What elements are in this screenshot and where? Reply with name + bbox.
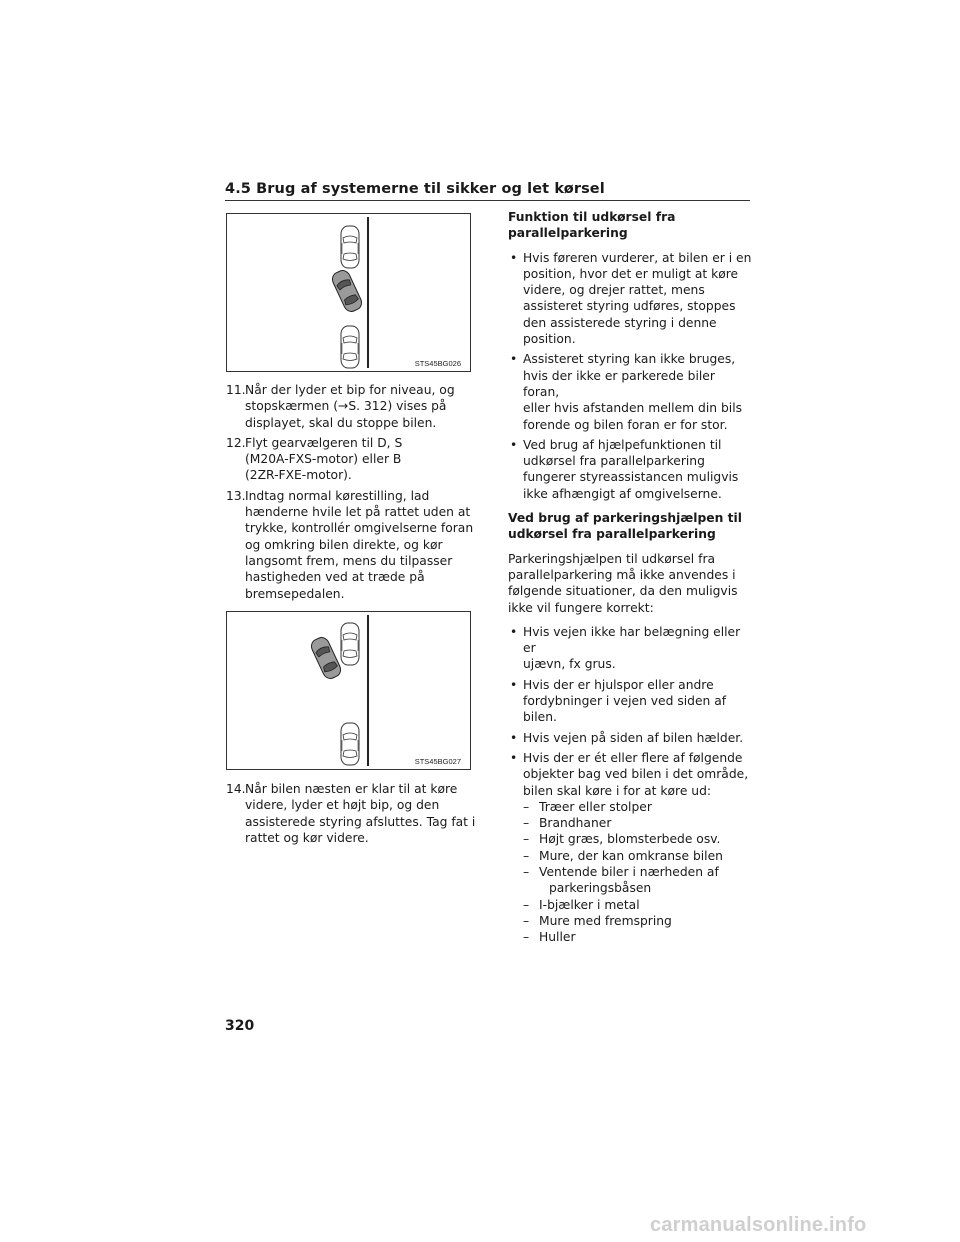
parking-diagram-2 bbox=[227, 612, 470, 769]
parking-diagram-1 bbox=[227, 214, 470, 371]
sublist-item: – Mure, der kan omkranse bilen bbox=[523, 848, 723, 863]
bullet-item: • Ved brug af hjælpefunktionen til udkørsel fra parallelparkering fungerer styreassistancen muligvis ikke afhængigt af omgivelserne. bbox=[510, 437, 739, 501]
heading-usage: Ved brug af parkeringshjælpen til udkørsel fra parallelparkering bbox=[508, 511, 742, 542]
objects-sublist bbox=[508, 799, 753, 946]
page-number: 320 bbox=[225, 1018, 255, 1034]
parked-car-rear bbox=[341, 326, 359, 368]
intro-paragraph: Parkeringshjælpen til udkørsel fra parallelparkering må ikke anvendes i følgende situationer, da den muligvis ikke vil fungere korrekt: bbox=[508, 551, 738, 615]
step-11: 11. Når der lyder et bip for niveau, og stopskærmen (→S. 312) vises på displayet, skal du stoppe bilen. bbox=[226, 383, 455, 430]
step-13: 13. Indtag normal kørestilling, lad hænderne hvile let på rattet uden at trykke, kontrollér omgivelserne foran og omkring bilen direkte, og kør langsomt frem, mens du tilpasser hastigheden ved at træde på bremsepedalen. bbox=[226, 488, 474, 601]
section-title: 4.5 Brug af systemerne til sikker og let kørsel bbox=[225, 181, 605, 197]
heading-function: Funktion til udkørsel fra parallelparkering bbox=[508, 210, 676, 241]
bullet-item: • Hvis der er ét eller flere af følgende objekter bag ved bilen i det område, bilen skal køre i for at køre ud: bbox=[510, 750, 749, 798]
figure-parking-2 bbox=[226, 611, 471, 770]
steps-list-a bbox=[226, 382, 476, 606]
right-column bbox=[508, 209, 753, 945]
own-car bbox=[309, 635, 343, 681]
step-14: 14. Når bilen næsten er klar til at køre videre, lyder et højt bip, og den assisterede styring afsluttes. Tag fat i rattet og kør videre. bbox=[226, 782, 476, 845]
section-header bbox=[225, 178, 750, 201]
bullet-item: • Hvis vejen på siden af bilen hælder. bbox=[510, 730, 744, 745]
sublist-item: – I-bjælker i metal bbox=[523, 897, 640, 912]
figure-parking-1 bbox=[226, 213, 471, 372]
step-12: 12. Flyt gearvælgeren til D, S (M20A-FXS-motor) eller B (2ZR-FXE-motor). bbox=[226, 435, 403, 483]
figure-code: STS45BG026 bbox=[414, 359, 461, 368]
sublist-item: – Træer eller stolper bbox=[523, 799, 652, 814]
bullet-item: • Hvis føreren vurderer, at bilen er i en position, hvor det er muligt at køre videre, og drejer rattet, mens assisteret styring udføres, stoppes den assisterede styring i denne position. bbox=[510, 250, 752, 347]
sublist-item: – Mure med fremspring bbox=[523, 913, 672, 928]
steps-list-b bbox=[226, 781, 476, 850]
parked-car-front bbox=[341, 226, 359, 268]
bullet-item: • Hvis der er hjulspor eller andre fordybninger i vejen ved siden af bilen. bbox=[510, 677, 727, 725]
sublist-item: – Højt græs, blomsterbede osv. bbox=[523, 832, 721, 847]
own-car bbox=[330, 268, 364, 314]
bullet-item: • Hvis vejen ikke har belægning eller er ujævn, fx grus. bbox=[510, 624, 741, 672]
figure-code: STS45BG027 bbox=[414, 757, 461, 766]
sublist-item: – Huller bbox=[523, 930, 576, 945]
parked-car-rear bbox=[341, 723, 359, 765]
sublist-item: – Ventende biler i nærheden af parkeringsbåsen bbox=[523, 864, 719, 896]
watermark: carmanualsonline.info bbox=[650, 1214, 867, 1236]
sublist-item: – Brandhaner bbox=[523, 816, 612, 831]
parked-car-front bbox=[341, 623, 359, 665]
bullet-item: • Assisteret styring kan ikke bruges, hvis der ikke er parkerede biler foran, eller hvis afstanden mellem din bils forende og bilen foran er for stor. bbox=[510, 352, 743, 432]
